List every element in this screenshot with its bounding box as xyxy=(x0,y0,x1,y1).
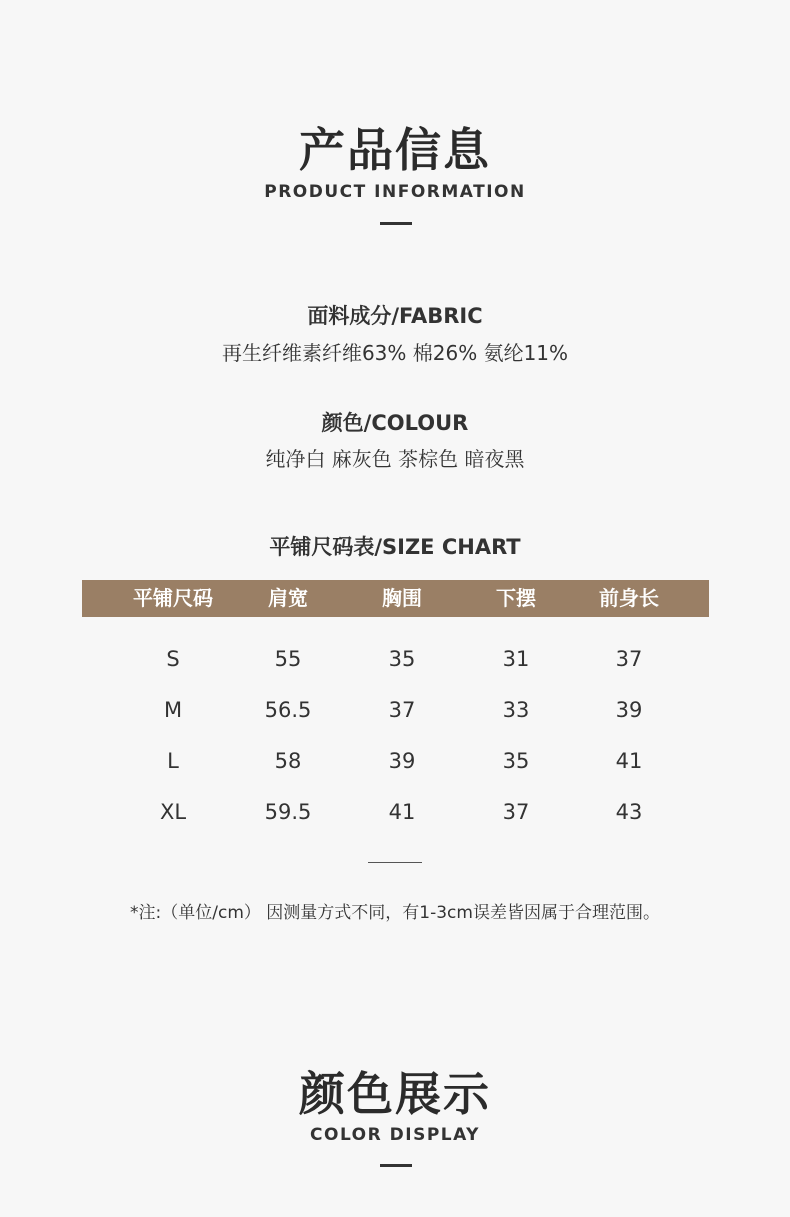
product-info-title: 产品信息 xyxy=(299,123,491,177)
color-display-subtitle: COLOR DISPLAY xyxy=(310,1125,480,1145)
table-cell: S xyxy=(166,647,180,671)
table-cell: 56.5 xyxy=(264,698,312,722)
title-divider xyxy=(380,222,412,225)
table-cell: 41 xyxy=(388,800,416,824)
table-divider xyxy=(368,862,422,863)
table-cell: M xyxy=(163,698,183,722)
table-cell: 43 xyxy=(615,800,643,824)
color-display-divider xyxy=(380,1164,412,1167)
header-cell-shoulder: 肩宽 xyxy=(268,586,308,610)
measurement-note: *注:（单位/cm） 因测量方式不同，有1-3cm误差皆因属于合理范围。 xyxy=(130,903,660,923)
header-cell-hem: 下摆 xyxy=(496,586,536,610)
header-cell-chest: 胸围 xyxy=(382,586,422,610)
table-cell: 33 xyxy=(502,698,530,722)
fabric-value: 再生纤维素纤维63% 棉26% 氨纶11% xyxy=(221,341,569,365)
table-cell: 58 xyxy=(274,749,302,773)
product-info-subtitle: PRODUCT INFORMATION xyxy=(264,182,526,202)
table-cell: 35 xyxy=(388,647,416,671)
color-display-title: 颜色展示 xyxy=(299,1067,491,1121)
table-cell: XL xyxy=(159,800,187,824)
table-cell: 37 xyxy=(502,800,530,824)
table-cell: 41 xyxy=(615,749,643,773)
table-cell: 35 xyxy=(502,749,530,773)
table-cell: 31 xyxy=(502,647,530,671)
fabric-title: 面料成分/FABRIC xyxy=(307,304,483,328)
header-cell-size: 平铺尺码 xyxy=(133,586,213,610)
table-cell: L xyxy=(167,749,179,773)
table-cell: 59.5 xyxy=(264,800,312,824)
size-table-header xyxy=(82,580,709,617)
colour-value: 纯净白 麻灰色 茶棕色 暗夜黑 xyxy=(265,447,525,471)
header-cell-front-length: 前身长 xyxy=(599,586,659,610)
table-cell: 55 xyxy=(274,647,302,671)
table-cell: 39 xyxy=(388,749,416,773)
table-cell: 37 xyxy=(388,698,416,722)
size-chart-title: 平铺尺码表/SIZE CHART xyxy=(269,535,521,559)
table-cell: 37 xyxy=(615,647,643,671)
table-cell: 39 xyxy=(615,698,643,722)
colour-title: 颜色/COLOUR xyxy=(321,411,469,435)
